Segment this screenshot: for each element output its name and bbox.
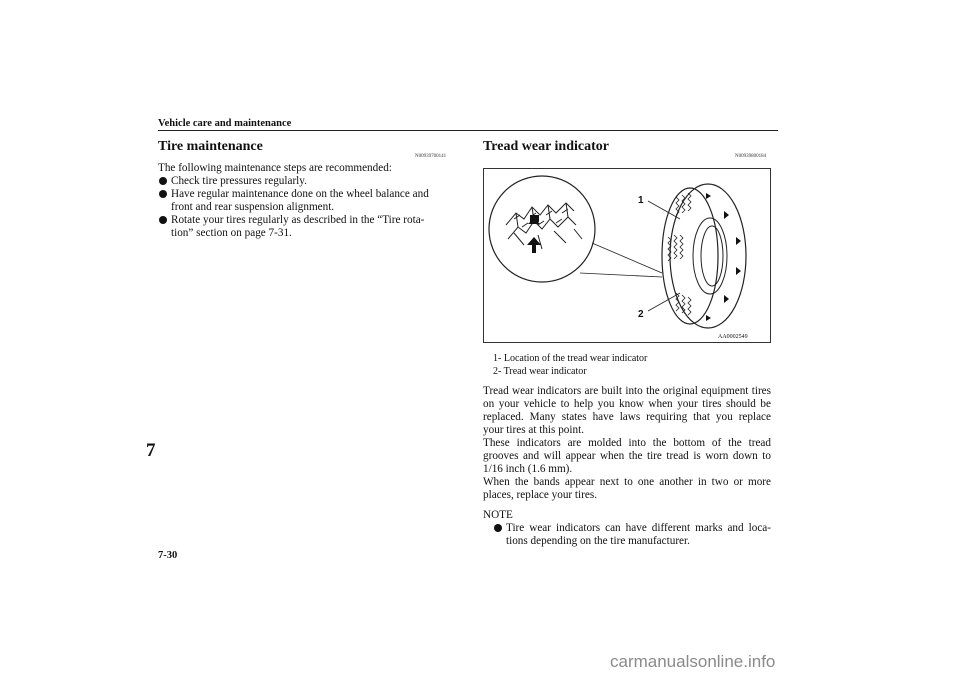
tire-drawing bbox=[662, 184, 746, 328]
callout-2: 2 bbox=[638, 309, 644, 320]
paragraph-line: your tires at this point. bbox=[483, 424, 584, 436]
intro-text: The following maintenance steps are recommended: bbox=[158, 162, 392, 174]
tire-illustration bbox=[484, 169, 770, 342]
header-title: Vehicle care and maintenance bbox=[158, 118, 292, 129]
chapter-tab: 7 bbox=[146, 440, 156, 461]
callout-1: 1 bbox=[638, 195, 644, 206]
page-number: 7-30 bbox=[158, 550, 178, 561]
leader-line bbox=[592, 243, 662, 273]
paragraph-line: replaced. Many states have laws requiring that you replace bbox=[483, 411, 771, 423]
legend-item: 2- Tread wear indicator bbox=[493, 366, 587, 377]
note-text: Tire wear indicators can have different marks and loca- bbox=[506, 522, 771, 534]
note-item bbox=[506, 522, 771, 548]
bullet-text: Have regular maintenance done on the wheel balance and bbox=[171, 188, 429, 200]
paragraph-line: Tread wear indicators are built into the original equipment tires bbox=[483, 385, 771, 397]
bullet-text: tion” section on page 7-31. bbox=[171, 226, 292, 239]
bullet-item bbox=[171, 214, 463, 240]
section-code: N00939700141 bbox=[415, 154, 447, 159]
bullet-item bbox=[171, 188, 463, 214]
bullet-text: Rotate your tires regularly as described in the “Tire rota- bbox=[171, 214, 425, 226]
paragraph-line: grooves and will appear when the tire tread is worn down to bbox=[483, 450, 771, 462]
leader-line bbox=[580, 273, 662, 277]
section-code: N00939800184 bbox=[735, 154, 767, 159]
bullet-icon bbox=[494, 524, 502, 532]
paragraph-line: places, replace your tires. bbox=[483, 489, 597, 501]
legend-item: 1- Location of the tread wear indicator bbox=[493, 353, 648, 364]
bullet-text: Check tire pressures regularly. bbox=[171, 175, 307, 187]
tread-wear-figure bbox=[483, 168, 771, 343]
bullet-icon bbox=[159, 190, 167, 198]
bullet-item bbox=[171, 175, 463, 188]
bullet-icon bbox=[159, 216, 167, 224]
header-rule bbox=[158, 130, 778, 131]
bullet-icon bbox=[159, 177, 167, 185]
note-label: NOTE bbox=[483, 509, 513, 521]
section-title-tread-wear-indicator: Tread wear indicator bbox=[483, 139, 609, 154]
bullet-text: front and rear suspension alignment. bbox=[171, 200, 335, 213]
figure-code: AA0002549 bbox=[718, 334, 748, 340]
paragraph-line: 1/16 inch (1.6 mm). bbox=[483, 463, 573, 475]
note-text: tions depending on the tire manufacturer. bbox=[506, 534, 690, 547]
paragraph-line: on your vehicle to help you know when your tires should be bbox=[483, 398, 771, 410]
paragraph-line: When the bands appear next to one another in two or more bbox=[483, 476, 771, 488]
watermark: carmanualsonline.info bbox=[610, 652, 776, 671]
paragraph-line: These indicators are molded into the bottom of the tread bbox=[483, 437, 771, 449]
section-title-tire-maintenance: Tire maintenance bbox=[158, 139, 263, 154]
